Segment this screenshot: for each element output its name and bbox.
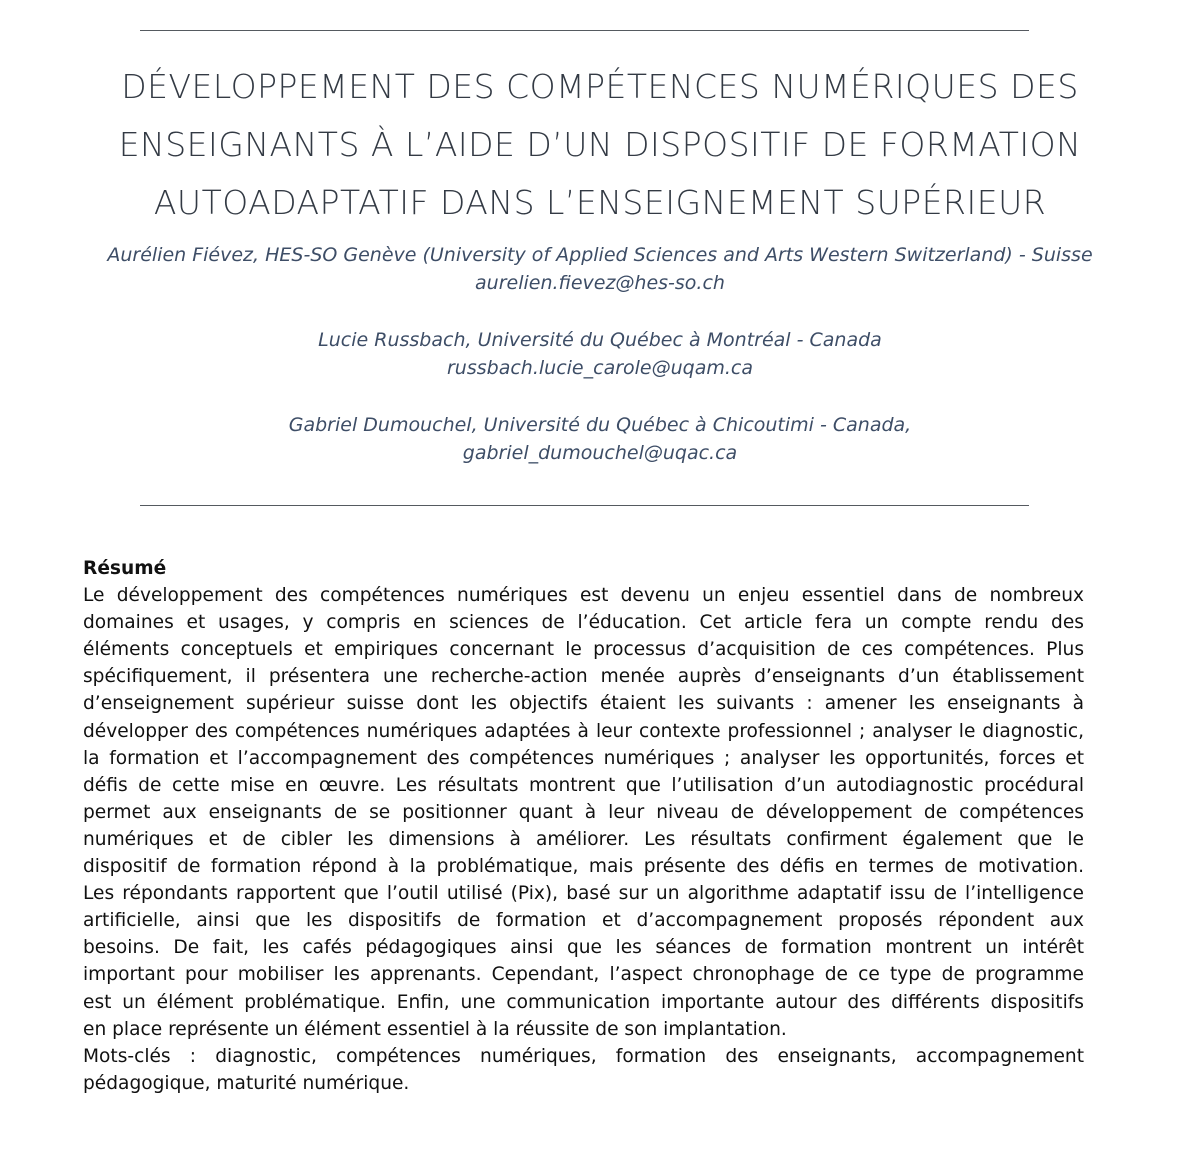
author-affiliation: Gabriel Dumouchel, Université du Québec à Chicoutimi - Canada, <box>288 414 912 436</box>
abstract-line: artificielle, ainsi que les dispositifs de formation et d’accompagnement proposés répondent aux <box>83 910 1084 932</box>
abstract-line: la formation et l’accompagnement des compétences numériques ; analyser les opportunités, forces et <box>83 747 1084 769</box>
abstract-section <box>83 555 1084 1097</box>
author-email: gabriel_dumouchel@uqac.ca <box>462 442 738 464</box>
author-email: aurelien.fievez@hes-so.ch <box>475 272 725 294</box>
abstract-line: Le développement des compétences numériques est devenu un enjeu essentiel dans de nombreux <box>83 585 1084 607</box>
author-block <box>40 241 1160 297</box>
abstract-line: numériques et de cibler les dimensions à améliorer. Les résultats confirment également que le <box>83 828 1084 850</box>
keywords-line: Mots-clés : diagnostic, compétences numériques, formation des enseignants, accompagnement <box>83 1045 1084 1067</box>
top-divider <box>140 30 1029 31</box>
abstract-line: développer des compétences numériques adaptées à leur contexte professionnel ; analyser le diagnostic, <box>83 720 1084 742</box>
title-line: DÉVELOPPEMENT DES COMPÉTENCES NUMÉRIQUES DES <box>121 67 1079 106</box>
abstract-line: besoins. De fait, les cafés pédagogiques ainsi que les séances de formation montrent un intérêt <box>83 937 1084 959</box>
abstract-line: en place représente un élément essentiel à la réussite de son implantation. <box>83 1018 787 1040</box>
abstract-body <box>83 582 1084 1043</box>
abstract-line: Les répondants rapportent que l’outil utilisé (Pix), basé sur un algorithme adaptatif issu de l’intelligence <box>83 883 1084 905</box>
abstract-line: spécifiquement, il présentera une recherche-action menée auprès d’enseignants d’un établissement <box>83 666 1084 688</box>
author-block <box>40 411 1160 467</box>
abstract-line: dispositif de formation répond à la problématique, mais présente des défis en termes de motivation. <box>83 856 1084 878</box>
bottom-divider <box>140 505 1029 506</box>
abstract-line: important pour mobiliser les apprenants. Cependant, l’aspect chronophage de ce type de programme <box>83 964 1084 986</box>
abstract-line: est un élément problématique. Enfin, une communication importante autour des différents dispositifs <box>83 991 1084 1013</box>
author-list <box>40 241 1160 496</box>
keywords-line: pédagogique, maturité numérique. <box>83 1072 410 1094</box>
abstract-line: défis de cette mise en œuvre. Les résultats montrent que l’utilisation d’un autodiagnostic procédural <box>83 774 1084 796</box>
title-line: AUTOADAPTATIF DANS L’ENSEIGNEMENT SUPÉRIEUR <box>153 183 1047 222</box>
author-block <box>40 326 1160 382</box>
author-affiliation: Lucie Russbach, Université du Québec à Montréal - Canada <box>318 329 882 351</box>
title-line: ENSEIGNANTS À L’AIDE D’UN DISPOSITIF DE FORMATION <box>118 125 1082 164</box>
abstract-line: domaines et usages, y compris en sciences de l’éducation. Cet article fera un compte rendu des <box>83 612 1084 634</box>
abstract-heading: Résumé <box>83 558 167 579</box>
author-email: russbach.lucie_carole@uqam.ca <box>447 357 753 379</box>
abstract-line: d’enseignement supérieur suisse dont les objectifs étaient les suivants : amener les enseignants à <box>83 693 1084 715</box>
abstract-line: éléments conceptuels et empiriques concernant le processus d’acquisition de ces compétences. Plus <box>83 639 1084 661</box>
paper-title <box>40 58 1160 232</box>
author-affiliation: Aurélien Fiévez, HES-SO Genève (University of Applied Sciences and Arts Western Switzerland) - Suisse <box>107 244 1093 266</box>
keywords-paragraph <box>83 1043 1084 1097</box>
abstract-line: permet aux enseignants de se positionner quant à leur niveau de développement de compétences <box>83 801 1084 823</box>
